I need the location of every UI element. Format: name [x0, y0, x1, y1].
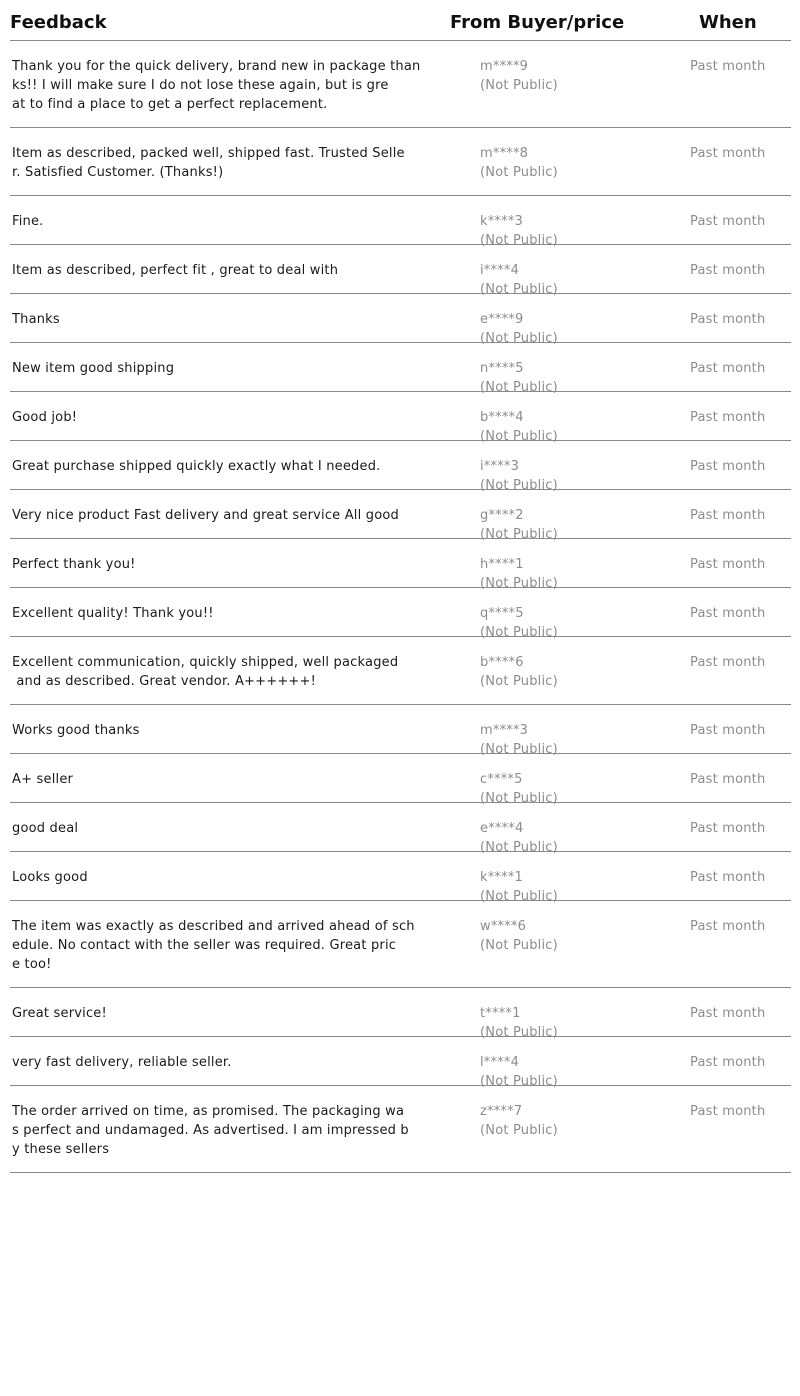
table-header [10, 0, 791, 41]
feedback-comment: Item as described, perfect fit , great to deal with [12, 263, 339, 278]
feedback-when: Past month [690, 508, 766, 523]
buyer-price-column-header: From Buyer/price [450, 12, 625, 33]
buyer-name: l****4 [480, 1055, 520, 1070]
buyer-name: b****6 [480, 655, 524, 670]
buyer-name: i****3 [480, 459, 520, 474]
feedback-when: Past month [690, 312, 766, 327]
feedback-rows [10, 41, 791, 1173]
buyer-price: (Not Public) [480, 1123, 558, 1138]
table-row [10, 128, 791, 196]
when-column-header: When [699, 12, 757, 33]
buyer-price: (Not Public) [480, 527, 558, 542]
feedback-when: Past month [690, 606, 766, 621]
feedback-when: Past month [690, 1006, 766, 1021]
table-row [10, 196, 791, 248]
table-row [10, 588, 791, 640]
table-row [10, 441, 791, 493]
table-row [10, 294, 791, 346]
feedback-when: Past month [690, 59, 766, 74]
table-row [10, 343, 791, 395]
table-row [10, 852, 791, 904]
feedback-when: Past month [690, 723, 766, 738]
feedback-when: Past month [690, 557, 766, 572]
buyer-price: (Not Public) [480, 938, 558, 953]
table-row [10, 490, 791, 542]
buyer-price: (Not Public) [480, 791, 558, 806]
buyer-price: (Not Public) [480, 165, 558, 180]
feedback-when: Past month [690, 146, 766, 161]
buyer-info [480, 653, 558, 691]
feedback-comment: Great service! [12, 1006, 107, 1021]
buyer-price: (Not Public) [480, 889, 558, 904]
feedback-when: Past month [690, 821, 766, 836]
buyer-price: (Not Public) [480, 742, 558, 757]
feedback-comment: Good job! [12, 410, 78, 425]
feedback-column-header: Feedback [10, 12, 107, 33]
buyer-price: (Not Public) [480, 1025, 558, 1040]
table-row [10, 754, 791, 806]
buyer-price: (Not Public) [480, 78, 558, 93]
feedback-comment: The item was exactly as described and arrived ahead of sch edule. No contact with the seller was required. Great pric e too! [12, 919, 415, 972]
table-row [10, 901, 791, 988]
table-row [10, 637, 791, 705]
feedback-when: Past month [690, 870, 766, 885]
feedback-when: Past month [690, 459, 766, 474]
feedback-when: Past month [690, 919, 766, 934]
buyer-price: (Not Public) [480, 233, 558, 248]
feedback-comment: Fine. [12, 214, 44, 229]
buyer-price: (Not Public) [480, 478, 558, 493]
buyer-name: i****4 [480, 263, 520, 278]
buyer-name: e****4 [480, 821, 524, 836]
table-row [10, 1086, 791, 1173]
buyer-price: (Not Public) [480, 840, 558, 855]
feedback-comment: Very nice product Fast delivery and great service All good [12, 508, 399, 523]
buyer-price: (Not Public) [480, 674, 558, 689]
feedback-comment: Looks good [12, 870, 88, 885]
feedback-table [10, 0, 791, 1173]
feedback-when: Past month [690, 214, 766, 229]
feedback-when: Past month [690, 361, 766, 376]
buyer-name: e****9 [480, 312, 524, 327]
feedback-comment: Thank you for the quick delivery, brand new in package than ks!! I will make sure I do not lose these again, but is gre at to find a place to get a perfect replacement. [12, 59, 421, 112]
buyer-price: (Not Public) [480, 380, 558, 395]
table-row [10, 539, 791, 591]
buyer-price: (Not Public) [480, 1074, 558, 1089]
feedback-comment: very fast delivery, reliable seller. [12, 1055, 232, 1070]
buyer-name: c****5 [480, 772, 523, 787]
buyer-name: k****1 [480, 870, 523, 885]
feedback-comment: Item as described, packed well, shipped fast. Trusted Selle r. Satisfied Customer. (Thanks!) [12, 146, 405, 180]
feedback-comment: Thanks [12, 312, 60, 327]
buyer-price: (Not Public) [480, 282, 558, 297]
buyer-name: g****2 [480, 508, 524, 523]
buyer-price: (Not Public) [480, 576, 558, 591]
buyer-info [480, 144, 558, 182]
feedback-comment: Perfect thank you! [12, 557, 136, 572]
table-row [10, 1037, 791, 1089]
feedback-when: Past month [690, 655, 766, 670]
buyer-price: (Not Public) [480, 331, 558, 346]
feedback-when: Past month [690, 263, 766, 278]
buyer-name: q****5 [480, 606, 524, 621]
buyer-name: m****9 [480, 59, 529, 74]
buyer-info [480, 1102, 558, 1140]
feedback-when: Past month [690, 410, 766, 425]
buyer-name: m****8 [480, 146, 529, 161]
buyer-info [480, 917, 558, 955]
table-row [10, 803, 791, 855]
table-row [10, 245, 791, 297]
feedback-comment: The order arrived on time, as promised. The packaging wa s perfect and undamaged. As advertised. I am impressed b y these sellers [12, 1104, 409, 1157]
buyer-price: (Not Public) [480, 625, 558, 640]
feedback-comment: New item good shipping [12, 361, 175, 376]
buyer-info [480, 57, 558, 95]
buyer-name: n****5 [480, 361, 524, 376]
feedback-comment: Excellent quality! Thank you!! [12, 606, 214, 621]
buyer-name: m****3 [480, 723, 529, 738]
buyer-name: k****3 [480, 214, 523, 229]
buyer-name: t****1 [480, 1006, 521, 1021]
buyer-price: (Not Public) [480, 429, 558, 444]
feedback-comment: Excellent communication, quickly shipped, well packaged and as described. Great vendor. A++++++! [12, 655, 399, 689]
feedback-comment: Works good thanks [12, 723, 140, 738]
table-row [10, 988, 791, 1040]
table-row [10, 41, 791, 128]
feedback-when: Past month [690, 1104, 766, 1119]
feedback-comment: A+ seller [12, 772, 74, 787]
feedback-when: Past month [690, 772, 766, 787]
feedback-comment: good deal [12, 821, 79, 836]
feedback-when: Past month [690, 1055, 766, 1070]
table-row [10, 392, 791, 444]
buyer-name: w****6 [480, 919, 527, 934]
feedback-comment: Great purchase shipped quickly exactly what I needed. [12, 459, 381, 474]
table-row [10, 705, 791, 757]
buyer-name: h****1 [480, 557, 524, 572]
buyer-name: z****7 [480, 1104, 523, 1119]
buyer-name: b****4 [480, 410, 524, 425]
